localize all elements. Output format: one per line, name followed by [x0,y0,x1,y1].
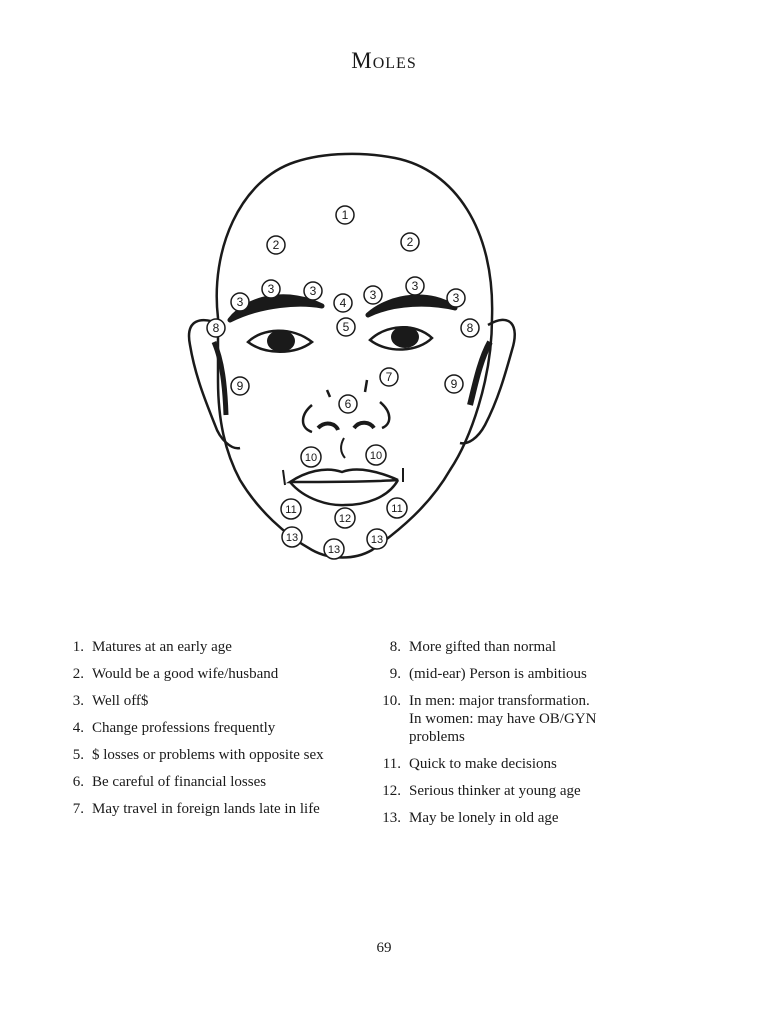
legend-item [58,692,358,710]
nose-left-line [327,390,330,397]
mole-marker-label: 9 [450,377,458,391]
mole-marker-label: 12 [338,513,352,525]
right-pupil [391,326,419,348]
legend-text: $ losses or problems with opposite sex [92,747,324,763]
mole-marker-3 [262,280,280,298]
legend-text: Quick to make decisions [409,756,557,772]
mole-marker-label: 13 [285,532,299,544]
mole-marker-8 [461,319,479,337]
mole-marker-9 [231,377,249,395]
face-illustration [0,150,768,570]
legend-left-column [58,638,358,827]
legend-item [372,638,712,656]
mole-marker-label: 6 [344,397,352,411]
legend-number: 2. [72,666,84,682]
mole-marker-7 [380,368,398,386]
legend-text: Be careful of financial losses [92,774,267,790]
legend-text: Serious thinker at young age [409,783,581,799]
mole-marker-label: 13 [370,534,384,546]
legend-text: (mid-ear) Person is ambitious [409,666,587,682]
left-pupil [267,330,295,352]
mole-marker-label: 11 [391,503,403,515]
mole-marker-1 [336,206,354,224]
legend-text: More gifted than normal [409,639,557,655]
legend-number: 6. [72,774,84,790]
mole-marker-11 [387,498,407,518]
legend-item [372,755,712,773]
legend-item [58,665,358,683]
mole-marker-label: 2 [406,235,414,249]
mole-marker-label: 5 [342,320,350,334]
nose-left-wing [303,405,312,432]
nose-right-wing [380,402,389,428]
legend-number: 9. [389,666,401,682]
legend-number: 7. [72,801,84,817]
mole-marker-3 [447,289,465,307]
mole-marker-label: 9 [236,379,244,393]
legend-text: Change professions frequently [92,720,276,736]
mole-marker-2 [267,236,285,254]
legend-number: 11. [382,756,401,772]
legend-item [372,692,712,746]
mole-marker-10 [366,445,386,465]
right-nostril [354,423,374,428]
mole-marker-label: 3 [452,291,460,305]
legend-item [58,800,358,818]
mole-marker-9 [445,375,463,393]
mole-marker-5 [337,318,355,336]
upper-lip [290,470,398,482]
legend-right-column [372,638,712,836]
legend-text: Matures at an early age [92,639,232,655]
mole-marker-6 [339,395,357,413]
legend-text: May be lonely in old age [409,810,559,826]
mole-marker-label: 11 [285,504,297,516]
face-diagram [0,150,768,570]
page-number: 69 [376,940,392,956]
mouth-left-corner [283,470,285,485]
legend-item [58,746,358,764]
legend-number: 4. [72,720,84,736]
legend-number: 1. [72,639,84,655]
legend-text: May travel in foreign lands late in life [92,801,320,817]
legend-number: 5. [72,747,84,763]
mole-marker-13 [324,539,344,559]
mole-marker-label: 10 [369,450,383,462]
legend-number: 12. [382,783,401,799]
mole-marker-3 [364,286,382,304]
legend-item [372,782,712,800]
page-title: Moles [351,48,417,73]
mole-marker-label: 13 [327,544,341,556]
mole-marker-label: 3 [411,279,419,293]
nose-right-line [365,380,367,392]
mole-marker-label: 4 [339,296,347,310]
legend-item [58,638,358,656]
mole-marker-13 [282,527,302,547]
mole-marker-label: 10 [304,452,318,464]
left-nostril [318,424,338,430]
legend-number: 13. [382,810,401,826]
mole-marker-12 [335,508,355,528]
legend-number: 8. [389,639,401,655]
right-ear [460,320,515,443]
mole-marker-label: 8 [212,321,220,335]
mole-marker-3 [406,277,424,295]
lower-lip [290,480,398,505]
mole-marker-label: 2 [272,238,280,252]
mole-marker-label: 7 [385,370,393,384]
mole-marker-label: 1 [341,208,349,222]
legend-number: 3. [72,693,84,709]
mole-marker-3 [231,293,249,311]
legend-item [372,809,712,827]
legend-item [58,773,358,791]
philtrum [341,438,345,458]
mole-marker-label: 3 [236,295,244,309]
mole-marker-2 [401,233,419,251]
mole-marker-label: 3 [267,282,275,296]
legend-number: 10. [382,693,401,709]
mole-marker-8 [207,319,225,337]
mole-marker-label: 3 [309,284,317,298]
mole-marker-4 [334,294,352,312]
mole-marker-label: 3 [369,288,377,302]
mole-marker-13 [367,529,387,549]
legend-text: In men: major transformation. In women: may have OB/GYN problems [409,693,597,745]
legend-item [372,665,712,683]
legend-text: Would be a good wife/husband [92,666,279,682]
legend-text: Well off$ [92,693,149,709]
mole-marker-label: 8 [466,321,474,335]
mole-marker-11 [281,499,301,519]
mole-marker-10 [301,447,321,467]
mole-marker-3 [304,282,322,300]
legend-item [58,719,358,737]
